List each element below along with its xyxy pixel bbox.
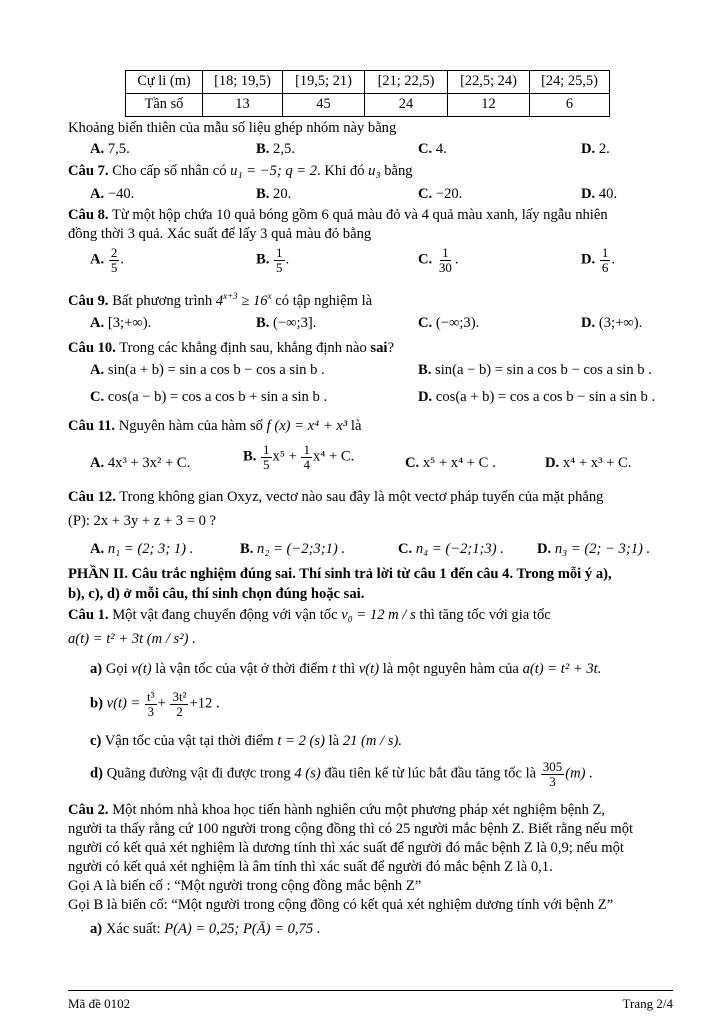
q11-stem: Câu 11. Nguyên hàm của hàm số f (x) = x⁴ + x³ là (68, 418, 362, 434)
table-freq: 12 (448, 94, 530, 117)
q12-option-b: B. n₂ = (−2;3;1) . (240, 541, 346, 557)
q10-option-d: D. cos(a + b) = cos a cos b − sin a sin b . (418, 389, 656, 405)
p1-item-b: b) v(t) = $\frac{\text{t³}}{3}$ + $\frac{\text{3t²}}{2}$ +12 . (90, 689, 220, 719)
p1-item-c: c) Vận tốc của vật tại thời điểm t = 2 (s) là 21 (m / s). (90, 733, 402, 749)
q11-option-c: C. x⁵ + x⁴ + C . (405, 455, 496, 471)
q7-option-b: B. 20. (256, 186, 292, 202)
q11-option-a: A. 4x³ + 3x² + C. (90, 455, 191, 471)
q10-option-a: A. sin(a + b) = sin a cos b − cos a sin b . (90, 362, 325, 378)
q6-stem: Khoảng biến thiên của mẫu số liệu ghép nhóm này bằng (68, 120, 397, 136)
table-freq: 13 (203, 94, 283, 117)
p2-stem-line3: người có kết quả xét nghiệm là dương tính thì xác suất để người đó mắc bệnh Z là 0,9; nếu một (68, 840, 624, 856)
p2-stem-line1: Câu 2. Một nhóm nhà khoa học tiến hành nghiên cứu một phương pháp xét nghiệm bệnh Z, (68, 802, 606, 818)
part2-heading-line1: PHẦN II. Câu trắc nghiệm đúng sai. Thí sinh trả lời từ câu 1 đến câu 4. Trong mỗi ý a), (68, 566, 612, 582)
q11-option-b: B. $\frac{1}{5}$ x⁵ + $\frac{1}{4}$ x⁴ + C. (243, 442, 355, 472)
q8-option-b: B. $\frac{1}{5}$ . (256, 245, 290, 275)
q12-stem-line2: (P): 2x + 3y + z + 3 = 0 ? (68, 513, 217, 529)
q10-option-c: C. cos(a − b) = cos a cos b + sin a sin b . (90, 389, 328, 405)
q12-option-d: D. n₃ = (2; − 3;1) . (537, 541, 651, 557)
q6-option-b: B. 2,5. (256, 141, 295, 157)
q6-option-d: D. 2. (581, 141, 610, 157)
q7-stem: Câu 7. Cho cấp số nhân có u₁ = −5; q = 2. Khi đó u₃ bằng (68, 163, 413, 179)
table-interval: [19,5; 21) (283, 71, 365, 94)
q11-option-d: D. x⁴ + x³ + C. (545, 455, 632, 471)
table-freq-label: Tần số (126, 94, 203, 117)
footer-divider (68, 990, 673, 991)
p2-stem-line6: Gọi B là biến cố: “Một người trong cộng đồng có kết quả xét nghiệm dương tính với bệnh Z” (68, 897, 614, 913)
q10-stem: Câu 10. Trong các khẳng định sau, khẳng định nào sai? (68, 340, 394, 356)
table-freq: 6 (530, 94, 610, 117)
q6-option-c: C. 4. (418, 141, 447, 157)
p1-stem-line1: Câu 1. Một vật đang chuyển động với vận tốc v₀ = 12 m / s thì tăng tốc với gia tốc (68, 607, 551, 623)
p1-stem-line2: a(t) = t² + 3t (m / s²) . (68, 631, 196, 647)
q12-option-a: A. n₁ = (2; 3; 1) . (90, 541, 194, 557)
q9-option-d: D. (3;+∞). (581, 315, 643, 331)
q7-option-a: A. −40. (90, 186, 135, 202)
p2-stem-line2: người ta thấy rằng cứ 100 người trong cộng đồng thì có 25 người mắc bệnh Z. Biết rằng nếu một (68, 821, 634, 837)
q9-option-b: B. (−∞;3]. (256, 315, 317, 331)
table-header-row (126, 71, 610, 94)
q7-option-c: C. −20. (418, 186, 463, 202)
table-freq: 45 (283, 94, 365, 117)
q9-option-a: A. [3;+∞). (90, 315, 152, 331)
q8-stem-line1: Câu 8. Từ một hộp chứa 10 quả bóng gồm 6 quả màu đỏ và 4 quả màu xanh, lấy ngẫu nhiên (68, 207, 608, 223)
q8-stem-line2: đồng thời 3 quả. Xác suất để lấy 3 quả màu đỏ bằng (68, 226, 372, 242)
part2-heading-line2: b), c), d) ở mỗi câu, thí sinh chọn đúng hoặc sai. (68, 586, 365, 602)
q8-option-d: D. $\frac{1}{6}$ . (581, 245, 616, 275)
p1-item-a: a) Gọi v(t) là vận tốc của vật ở thời điểm t thì v(t) là một nguyên hàm của a(t) = t² + 3t. (90, 661, 602, 677)
q9-stem: Câu 9. Bất phương trình $4^{x+3} \ge 16^x$ có tập nghiệm là (68, 291, 373, 309)
page-number: Trang 2/4 (622, 996, 673, 1011)
q10-option-b: B. sin(a − b) = sin a cos b − cos a sin b . (418, 362, 652, 378)
p2-stem-line4: người có kết quả xét nghiệm là âm tính thì xác suất để người đó mắc bệnh Z là 0,1. (68, 859, 553, 875)
p2-stem-line5: Gọi A là biến cố : “Một người trong cộng đồng mắc bệnh Z” (68, 878, 422, 894)
table-header-label: Cự li (m) (126, 71, 203, 94)
q12-stem-line1: Câu 12. Trong không gian Oxyz, vectơ nào sau đây là một vectơ pháp tuyến của mặt phẳng (68, 489, 604, 505)
p1-item-d: d) Quãng đường vật đi được trong 4 (s) đầu tiên kể từ lúc bắt đầu tăng tốc là $\frac{305}{3}$ (m) . (90, 759, 593, 789)
q7-option-d: D. 40. (581, 186, 618, 202)
table-interval: [21; 22,5) (365, 71, 448, 94)
q8-option-a: A. $\frac{2}{5}$ . (90, 245, 125, 275)
q9-option-c: C. (−∞;3). (418, 315, 480, 331)
q12-option-c: C. n₄ = (−2;1;3) . (398, 541, 504, 557)
table-freq-row (126, 94, 610, 117)
p2-item-a: a) Xác suất: P(A) = 0,25; P(Ā) = 0,75 . (90, 921, 321, 937)
table-interval: [18; 19,5) (203, 71, 283, 94)
table-interval: [22,5; 24) (448, 71, 530, 94)
q6-option-a: A. 7,5. (90, 141, 130, 157)
exam-code: Mã đề 0102 (68, 996, 131, 1011)
q8-option-c: C. $\frac{1}{30}$ . (418, 245, 459, 275)
frequency-table (125, 70, 610, 117)
table-interval: [24; 25,5) (530, 71, 610, 94)
table-freq: 24 (365, 94, 448, 117)
